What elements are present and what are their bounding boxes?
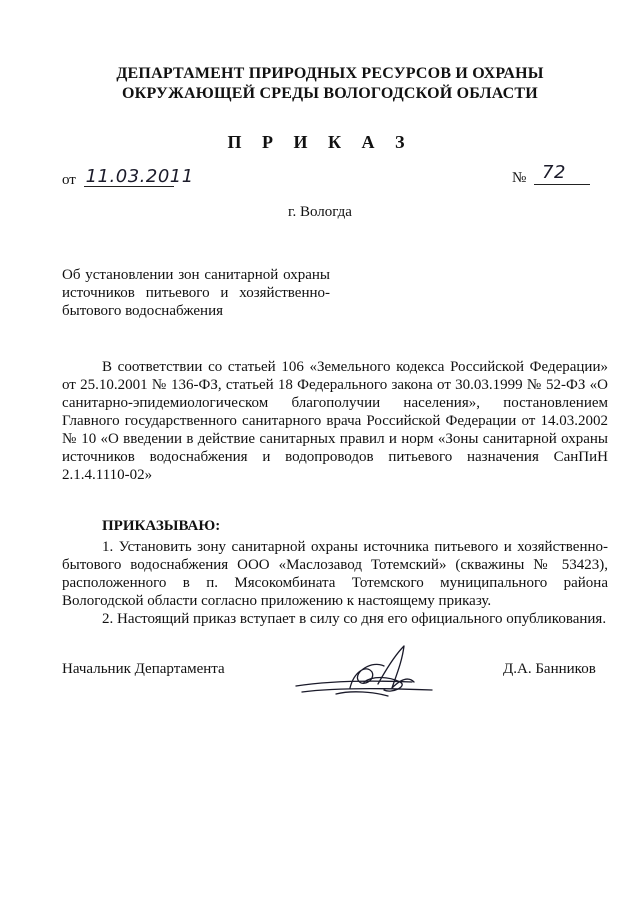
preamble-paragraph: В соответствии со статьей 106 «Земельного кодекса Российской Федерации» от 25.10.2001 № 136-ФЗ, статьей 18 Федерального закона от 30.03.1999 № 52-ФЗ «О санитарно-эпидемиологическом благополучии населения», постановлением Главного государственного санитарного врача Российской Федерации от 14.03.2002 № 10 «О введении в действие санитарных правил и норм «Зоны санитарной охраны источников водоснабжения и водопроводов питьевого назначения СанПиН 2.1.4.1110-02»: [62, 359, 608, 483]
department-header: [60, 64, 600, 104]
number-underline: [534, 184, 590, 185]
department-header-line2: ОКРУЖАЮЩЕЙ СРЕДЫ ВОЛОГОДСКОЙ ОБЛАСТИ: [122, 85, 538, 102]
department-header-line1: ДЕПАРТАМЕНТ ПРИРОДНЫХ РЕСУРСОВ И ОХРАНЫ: [116, 65, 544, 82]
order-item-1: 1. Установить зону санитарной охраны источника питьевого и хозяйственно-бытового водоснабжения ООО «Маслозавод Тотемский» (скважины № 53423), расположенного в п. Мясокомбината Тотемского муниципального района Вологодской области согласно приложению к настоящему приказу.: [62, 539, 608, 609]
date-value: 11.03.2011: [85, 166, 194, 187]
signatory-name: Д.А. Банников: [503, 661, 596, 677]
city: г. Вологда: [288, 204, 352, 220]
document-subject: Об установлении зон санитарной охраны источников питьевого и хозяйственно-бытового водоснабжения: [62, 267, 330, 319]
document-title: П Р И К А З: [227, 132, 413, 152]
order-item-2: 2. Настоящий приказ вступает в силу со дня его официального опубликования.: [102, 611, 607, 627]
date-label: от: [62, 172, 76, 188]
date-underline: [84, 186, 174, 187]
order-heading: ПРИКАЗЫВАЮ:: [102, 518, 221, 534]
signatory-position: Начальник Департамента: [62, 661, 225, 677]
number-label: №: [512, 170, 527, 186]
number-value: 72: [542, 162, 566, 183]
handwritten-signature: [292, 636, 442, 706]
